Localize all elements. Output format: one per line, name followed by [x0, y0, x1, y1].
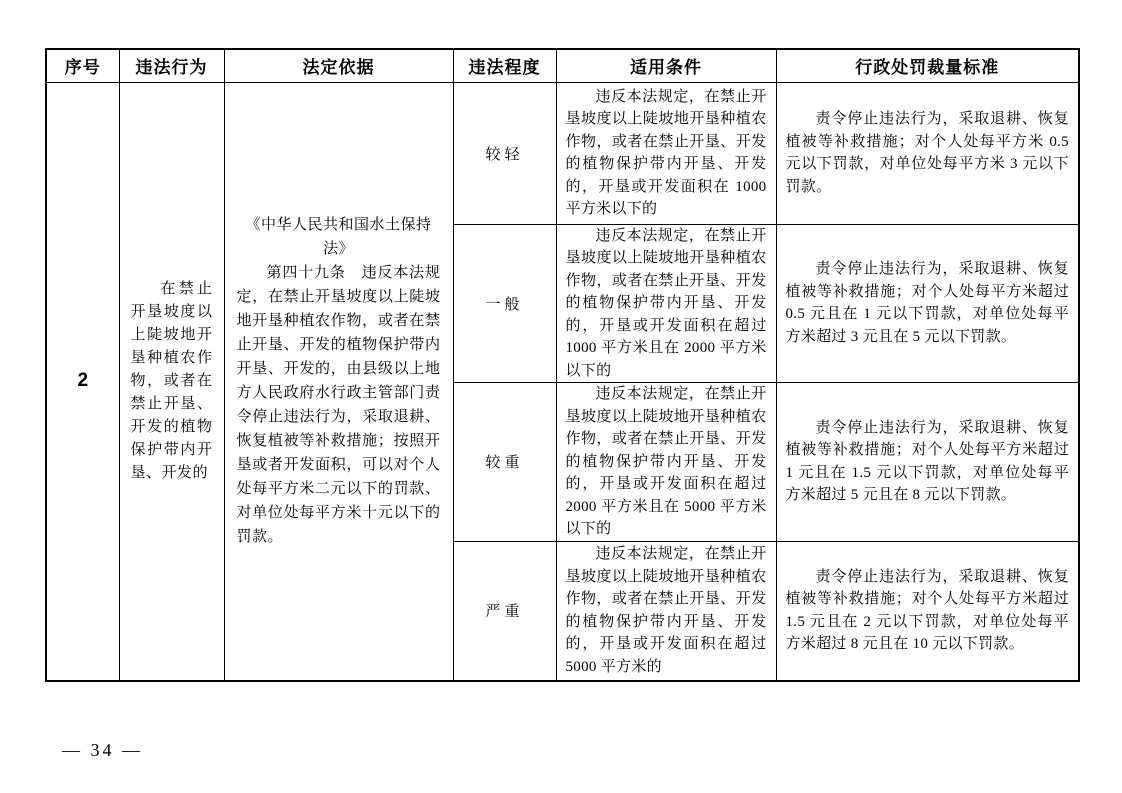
penalty-cell	[776, 541, 1079, 681]
page-number: — 34 —	[62, 740, 143, 760]
condition-text: 违反本法规定，在禁止开垦坡度以上陡坡地开垦种植农作物，或者在禁止开垦、开发的植物保护带内开垦、开发的，开垦或开发面积在超过 1000 平方米且在 2000 平方米以下的	[565, 227, 767, 379]
serial-number-cell: 2	[46, 82, 119, 681]
penalty-cell	[776, 224, 1079, 383]
condition-cell	[556, 383, 776, 542]
legal-basis-cell	[224, 82, 453, 681]
illegal-act-text: 在禁止开垦坡度以上陡坡地开垦种植农作物，或者在禁止开垦、开发的植物保护带内开垦、开发的	[130, 280, 213, 481]
condition-text: 违反本法规定，在禁止开垦坡度以上陡坡地开垦种植农作物，或者在禁止开垦、开发的植物保护带内开垦、开发的，开垦或开发面积在超过 5000 平方米的	[565, 546, 767, 675]
legal-basis-body: 第四十九条 违反本法规定，在禁止开垦坡度以上陡坡地开垦种植农作物，或者在禁止开垦、开发的植物保护带内开垦、开发的，由县级以上地方人民政府水行政主管部门责令停止违法行为，采取退耕、恢复植被等补救措施；按照开垦或者开发面积，可以对个人处每平方米二元以下的罚款、对单位处每平方米十元以下的罚款。	[236, 265, 441, 546]
penalty-text: 责令停止违法行为，采取退耕、恢复植被等补救措施；对个人处每平方米超过 1 元且在 1.5 元以下罚款，对单位处每平方米超过 5 元且在 8 元以下罚款。	[785, 419, 1069, 504]
degree-cell: 严重	[453, 541, 556, 681]
condition-cell	[556, 82, 776, 224]
penalty-cell	[776, 82, 1079, 224]
degree-cell: 一般	[453, 224, 556, 383]
header-legal-basis: 法定依据	[224, 49, 453, 82]
header-serial-number: 序号	[46, 49, 119, 82]
condition-text: 违反本法规定，在禁止开垦坡度以上陡坡地开垦种植农作物，或者在禁止开垦、开发的植物保护带内开垦、开发的，开垦或开发面积在超过 2000 平方米且在 5000 平方米以下的	[565, 386, 767, 537]
penalty-text: 责令停止违法行为，采取退耕、恢复植被等补救措施；对个人处每平方米 0.5 元以下罚款，对单位处每平方米 3 元以下罚款。	[785, 111, 1069, 195]
legal-basis-title: 《中华人民共和国水土保持法》	[245, 217, 432, 258]
penalty-text: 责令停止违法行为，采取退耕、恢复植被等补救措施；对个人处每平方米超过 0.5 元且在 1 元以下罚款，对单位处每平方米超过 3 元且在 5 元以下罚款。	[785, 261, 1069, 345]
table-row	[46, 82, 1079, 224]
table-header-row	[46, 49, 1079, 82]
header-applicable-conditions: 适用条件	[556, 49, 776, 82]
condition-cell	[556, 224, 776, 383]
header-violation-degree: 违法程度	[453, 49, 556, 82]
condition-cell	[556, 541, 776, 681]
degree-cell: 较重	[453, 383, 556, 542]
degree-cell: 较轻	[453, 82, 556, 224]
penalty-text: 责令停止违法行为，采取退耕、恢复植被等补救措施；对个人处每平方米超过 1.5 元且在 2 元以下罚款，对单位处每平方米超过 8 元且在 10 元以下罚款。	[785, 568, 1069, 653]
header-illegal-act: 违法行为	[119, 49, 224, 82]
penalty-discretion-table	[45, 48, 1080, 682]
header-penalty-standard: 行政处罚裁量标准	[776, 49, 1079, 82]
penalty-cell	[776, 383, 1079, 542]
illegal-act-cell	[119, 82, 224, 681]
condition-text: 违反本法规定，在禁止开垦坡度以上陡坡地开垦种植农作物，或者在禁止开垦、开发的植物保护带内开垦、开发的，开垦或开发面积在 1000 平方米以下的	[565, 88, 767, 217]
